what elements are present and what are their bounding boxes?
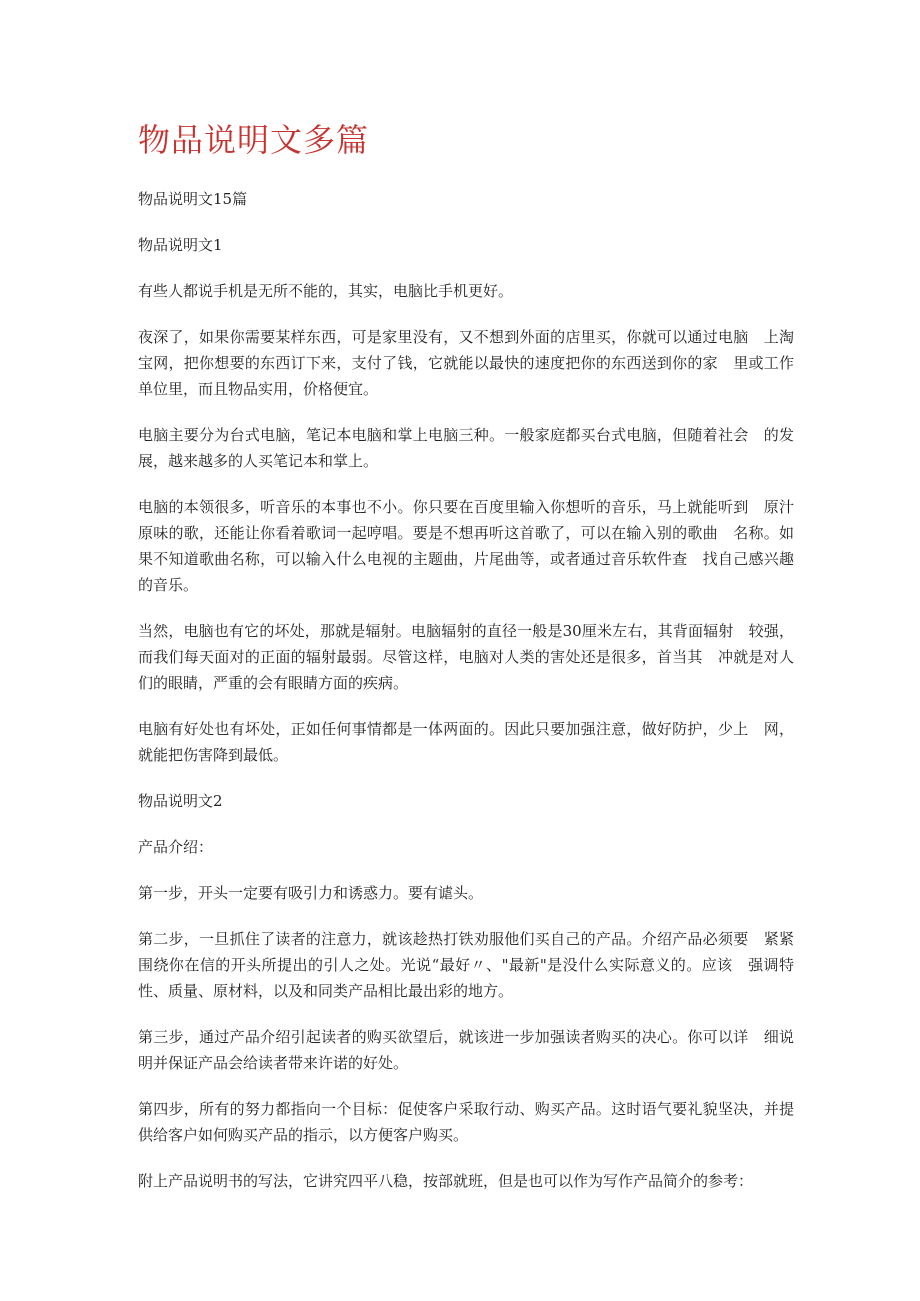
document-title: 物品说明文多篇	[138, 121, 370, 159]
paragraph: 第一步，开头一定要有吸引力和诱惑力。要有谑头。	[138, 884, 484, 902]
paragraph: 电脑的本领很多，听音乐的本事也不小。你只要在百度里输入你想听的音乐，马上就能听到 原汁原味的歌，还能让你看着歌词一起哼唱。要是不想再听这首歌了，可以在输入别的歌曲 名称。如果不知道歌曲名称，可以输入什么电视的主题曲，片尾曲等，或者通过音乐软件查 找自己感兴趣的音乐。	[138, 498, 794, 594]
section-heading: 物品说明文2	[138, 792, 223, 810]
paragraph: 夜深了，如果你需要某样东西，可是家里没有，又不想到外面的店里买，你就可以通过电脑 上淘宝网，把你想要的东西订下来，支付了钱，它就能以最快的速度把你的东西送到你的家 里或工作单位里，而且物品实用，价格便宜。	[138, 328, 794, 398]
paragraph: 附上产品说明书的写法，它讲究四平八稳，按部就班，但是也可以作为写作产品简介的参考：	[138, 1172, 754, 1190]
paragraph: 电脑有好处也有坏处，正如任何事情都是一体两面的。因此只要加强注意，做好防护，少上 网，就能把伤害降到最低。	[138, 720, 794, 764]
paragraph: 当然，电脑也有它的坏处，那就是辐射。电脑辐射的直径一般是30厘米左右，其背面辐射 较强，而我们每天面对的正面的辐射最弱。尽管这样，电脑对人类的害处还是很多，首当其 冲就是对人们的眼睛，严重的会有眼睛方面的疾病。	[138, 622, 794, 692]
section-heading: 物品说明文1	[138, 236, 223, 254]
document-body	[138, 112, 794, 1214]
paragraph: 有些人都说手机是无所不能的，其实，电脑比手机更好。	[138, 282, 514, 300]
paragraph: 电脑主要分为台式电脑，笔记本电脑和掌上电脑三种。一般家庭都买台式电脑，但随着社会 的发展，越来越多的人买笔记本和掌上。	[138, 426, 794, 470]
paragraph: 第三步，通过产品介绍引起读者的购买欲望后，就该进一步加强读者购买的决心。你可以详 细说明并保证产品会给读者带来许诺的好处。	[138, 1028, 794, 1072]
paragraph: 第四步，所有的努力都指向一个目标：促使客户采取行动、购买产品。这时语气要礼貌坚决，并提供给客户如何购买产品的指示，以方便客户购买。	[138, 1100, 794, 1144]
paragraph: 第二步，一旦抓住了读者的注意力，就该趁热打铁劝服他们买自己的产品。介绍产品必须要 紧紧围绕你在信的开头所提出的引人之处。光说“最好〃、"最新"是没什么实际意义的。应该 强调特性、质量、原材料，以及和同类产品相比最出彩的地方。	[138, 930, 794, 1000]
document-subtitle: 物品说明文15篇	[138, 190, 248, 208]
paragraph: 产品介绍：	[138, 838, 214, 856]
